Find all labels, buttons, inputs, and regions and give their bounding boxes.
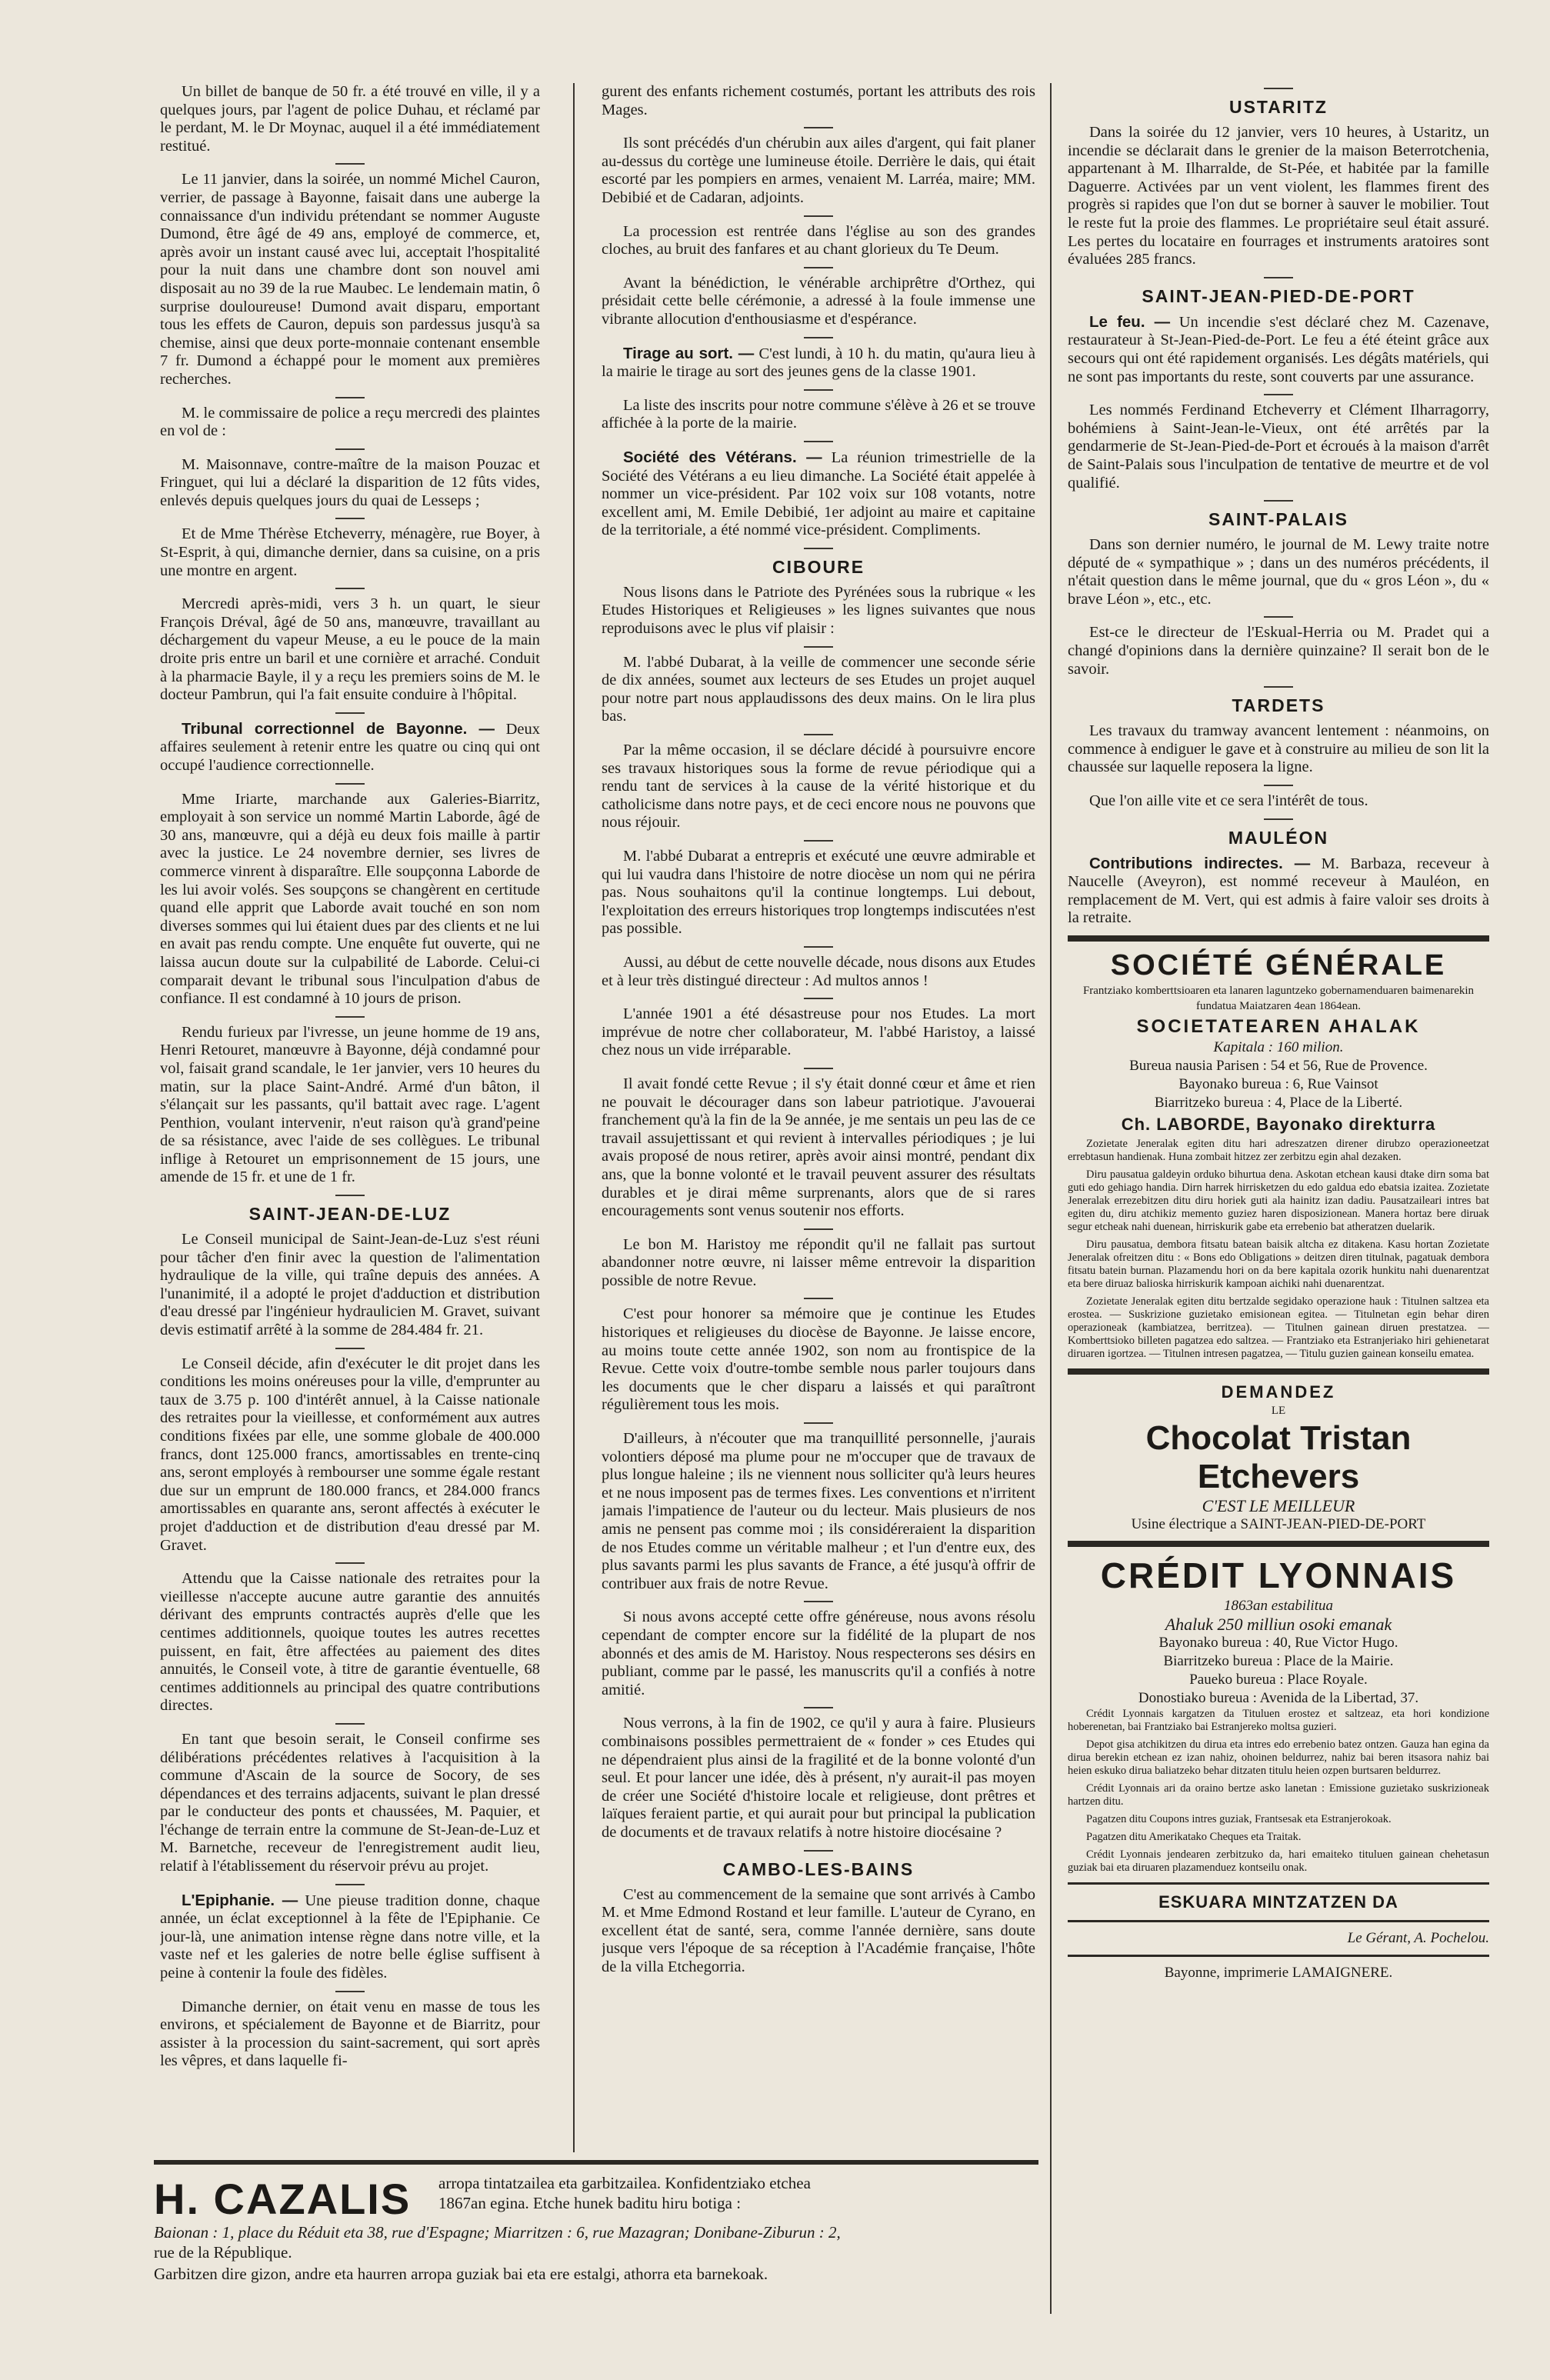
paragraph-text: D'ailleurs, à n'écouter que ma tranquillité personnelle, j'aurais volontiers déposé ma plume pour ne m'occuper que de travaux de plus longue haleine ; ils ne viennent nous solliciter qu'à leurs heures et ne nous imposent pas de termes fixes. Les conventions et n'irritent jamais l'impatience de l'auteur ou du lecteur. Mais plusieurs de nos amis ne pensent pas comme moi ; ils considéreraient la disparition de nos Etudes comme un véritable malheur ; et l'un d'entre eux, des plus savants parmi les plus savants de France, a été jusqu'à offrir de contribuer aux frais de notre Revue. — [602, 1430, 1035, 1592]
paragraph-text: Si nous avons accepté cette offre généreuse, nous avons résolu cependant de compter encore sur la fidélité de la plupart de nos abonnés et des amis de M. Haristoy. Nous respecterons ses désirs en publiant, comme par le passé, les manuscrits qu'il a confiés à notre amitié. — [602, 1608, 1035, 1698]
ad-rule — [1068, 1955, 1489, 1957]
separator — [804, 548, 833, 549]
column-3-articles — [1068, 88, 1489, 928]
separator — [804, 840, 833, 842]
ad-rule — [1068, 1920, 1489, 1922]
sg-ahalak: SOCIETATEAREN AHALAK — [1136, 1016, 1421, 1037]
paragraph-text: Le Conseil décide, afin d'exécuter le dit projet dans les conditions les moins onéreuses pour la ville, d'emprunter au taux de 3.75 p. 100 d'intérêt annuel, à la Caisse nationale des retraites pour la vieillesse, et conformément aux autres conditions fixées par elle, une somme globale de 400.000 francs, dont 125.000 francs, amortissables en trente-cinq ans, seront employés à rembourser une somme égale restant due sur un emprunt de 180.000 francs, et 284.000 francs amortissables en quarante ans, seront affectés à exécuter le projet d'adduction et de distribution d'eau dressé par M. Gravet. — [160, 1355, 540, 1554]
article-paragraph — [160, 791, 540, 1008]
separator — [804, 1068, 833, 1069]
paragraph-text: Dans la soirée du 12 janvier, vers 10 heures, à Ustaritz, un incendie se déclarait dans le grenier de la maison Beterrotchenia, appartenant à M. Ilharralde, de St-Pée, et habitée par la famille Daguerre. Activées par un vent violent, les flammes firent des progrès si rapides que l'on dut se borner à sauver le mobilier. Tout le reste fut la proie des flammes. Le propriétaire seul était assuré. Les pertes du locataire en fourrages et instruments aratoires sont évaluées 285 francs. — [1068, 124, 1489, 268]
separator — [1264, 686, 1293, 688]
paragraph-text: C'est au commencement de la semaine que sont arrivés à Cambo M. et Mme Edmond Rostand et leur famille. L'auteur de Cyrano, en excellent état de santé, sera, comme l'année dernière, sans doute jusque vers l'époque de sa réception à l'Académie française, l'hôte de la villa Etchegorria. — [602, 1885, 1035, 1975]
cazalis-title: H. CAZALIS — [154, 2175, 412, 2223]
cl-title: CRÉDIT LYONNAIS — [1100, 1555, 1457, 1595]
article-paragraph — [602, 584, 1035, 638]
paragraph-text: M. l'abbé Dubarat a entrepris et exécuté une œuvre admirable et qui lui vaudra dans l'histoire de notre diocèse un nom qui ne périra pas. Nous souhaitons qu'il la continue longtemps. Lui debout, l'exploitation des erreurs historiques trop longtemps indiscutées n'est pas possible. — [602, 848, 1035, 938]
eskuara-line: ESKUARA MINTZATZEN DA — [1158, 1892, 1398, 1912]
sg-kapitala: Kapitala : 160 milion. — [1213, 1039, 1344, 1055]
cl-established: 1863an estabilitua — [1224, 1598, 1333, 1614]
article-paragraph — [602, 1608, 1035, 1699]
separator — [804, 646, 833, 648]
paragraph-text: Nous verrons, à la fin de 1902, ce qu'il y aura à faire. Plusieurs combinaisons possibles permettraient de « fonder » ces Etudes qui ne dépendraient plus ainsi de la fragilité et de la bonne volonté d'un seul. Et pour lancer une idée, dès à présent, n'y aurait-il pas moyen de créer une Société d'histoire locale et religieuse, dont prêtres et laïques feraient partie, et qui aurait pour but principal la publication de documents et de travaux relatifs à notre histoire diocésaine ? — [602, 1715, 1035, 1841]
ad-rule — [1068, 1882, 1489, 1885]
paragraph-text: Un billet de banque de 50 fr. a été trouvé en ville, il y a quelques jours, par l'agent de police Duhau, et réclamé par le perdant, M. le Dr Moynac, auquel il a été immédiatement restitué. — [160, 83, 540, 155]
paragraph-text: Le Conseil municipal de Saint-Jean-de-Luz s'est réuni pour tâcher d'en finir avec la question de l'alimentation hydraulique de la ville, qui traîne depuis des années. A l'unanimité, il a adopté le projet d'adduction et distribution d'eau dressé par l'ingénieur hydraulicien M. Gravet, suivant devis estimatif arrêté à la somme de 284.484 fr. 21. — [160, 1231, 540, 1339]
sg-para-4: Zozietate Jeneralak egiten ditu bertzalde segidako operazione hauk : Titulnen saltzea eta erostea. — Suskrizione guzietako emisionean egitea. — Titulnetan egin behar diren operazioneak (kambiatzea, berritzea). — Titulnen gainean diruen prestatzea. — Komberttsioko billeten pagatzea edo saltzea. — Frantziako eta Estranjeriako hiri gehienetarat diruaren igortzea. — Titulnen intresen pagatzea, — Titulu guzien gainean konseilu ematea. — [1068, 1295, 1489, 1360]
paragraph-lead: Le feu. — — [1089, 312, 1171, 331]
article-paragraph — [602, 1430, 1035, 1593]
article-paragraph — [1068, 402, 1489, 492]
article-paragraph — [602, 223, 1035, 259]
separator — [804, 337, 833, 338]
paragraph-text: Un incendie s'est déclaré chez M. Cazenave, restaurateur à St-Jean-Pied-de-Port. Le feu a été éteint grâce aux secours qui ont été rapidement organisés. Les dégâts matériels, qui ne sont pas importants du reste, sont couverts par une assurance. — [1068, 313, 1489, 385]
column-divider-2 — [1050, 83, 1052, 2314]
cl-para-1: Crédit Lyonnais kargatzen da Tituluen erostez et saltzeaz, eta hori kondizione hoberenetan, bai Frantziako bai Estranjereko moltsa guzieri. — [1068, 1708, 1489, 1733]
article-paragraph — [1068, 313, 1489, 386]
section-heading: TARDETS — [1232, 695, 1325, 716]
cl-para-3: Crédit Lyonnais ari da oraino bertze asko lanetan : Emissione guzietako suskrizioneak hartzen ditu. — [1068, 1782, 1489, 1808]
credit-lyonnais-ad — [1068, 1541, 1489, 1982]
paragraph-text: Ils sont précédés d'un chérubin aux ailes d'argent, qui fait planer au-dessus du cortège une lumineuse étoile. Derrière le dais, qui était escorté par les pompiers en armes, venaient M. Larréa, maire; MM. Debibié et de Cadaran, adjoints. — [602, 135, 1035, 206]
gerant-line: Le Gérant, A. Pochelou. — [1347, 1930, 1489, 1946]
separator — [1264, 818, 1293, 820]
le-label: LE — [1271, 1405, 1286, 1417]
separator — [804, 1601, 833, 1602]
paragraph-text: Il avait fondé cette Revue ; il s'y était donné cœur et âme et rien ne pouvait le décourager dans son labeur patriotique. J'avouerai franchement qu'à la fin de la 9e année, je me sentais un peu las de ce travail assujettissant et qui revient à intervalles périodiques ; je lui avais proposé de nous retirer, après avoir ainsi montré, pendant dix ans, que la bonne volonté et le travail peuvent assurer des résultats durables et je dirai même surprenants, alors que de si rares encouragements sont venus soutenir nos efforts. — [602, 1075, 1035, 1220]
separator — [335, 712, 365, 714]
paragraph-text: M. Barbaza, receveur à Naucelle (Aveyron), est nommé receveur à Mauléon, en remplacement de M. Vert, qui est admis à faire valoir ses droits à la retraite. — [1068, 855, 1489, 927]
article-paragraph — [602, 1305, 1035, 1415]
cl-capital: Ahaluk 250 milliun osoki emanak — [1165, 1615, 1392, 1634]
article-paragraph — [160, 1892, 540, 1983]
ad-rule — [1068, 1368, 1489, 1375]
paragraph-text: Dimanche dernier, on était venu en masse de tous les environs, et spécialement de Bayonne et de Biarritz, pour assister à la procession du saint-sacrement, qui sort après les vêpres, et dans laquelle fi- — [160, 1998, 540, 2070]
article-paragraph — [160, 83, 540, 155]
paragraph-text: Est-ce le directeur de l'Eskual-Herria ou M. Pradet qui a changé d'opinions dans la dernière quinzaine? Il serait bon de le savoir. — [1068, 624, 1489, 678]
sg-title: SOCIÉTÉ GÉNÉRALE — [1110, 949, 1447, 982]
separator — [335, 163, 365, 165]
paragraph-text: Que l'on aille vite et ce sera l'intérêt de tous. — [1089, 792, 1368, 810]
article-paragraph — [1068, 124, 1489, 269]
article-paragraph — [1068, 722, 1489, 777]
section-heading: CAMBO-LES-BAINS — [722, 1858, 915, 1879]
separator — [335, 783, 365, 785]
section-heading: SAINT-PALAIS — [1208, 509, 1349, 530]
paragraph-text: Dans son dernier numéro, le journal de M. Lewy traite notre député de « sympathique » ; dans un des numéros précédents, il n'était question dans le même journal, que du « gros Léon », du « brave Léon », etc., etc. — [1068, 536, 1489, 608]
column-3 — [1068, 83, 1489, 2283]
article-paragraph — [160, 1231, 540, 1340]
section-heading: CIBOURE — [772, 556, 865, 577]
article-paragraph — [602, 83, 1035, 119]
paragraph-text: Une pieuse tradition donne, chaque année, un éclat exceptionnel à la fête de l'Epiphanie. Ce jour-là, une animation intense règne dans notre ville, et la vaste nef et les galeries de notre belle église suffisent à peine à contenir la foule des fidèles. — [160, 1892, 540, 1982]
separator — [1264, 500, 1293, 502]
article-paragraph — [602, 1236, 1035, 1291]
imprint-line: Bayonne, imprimerie LAMAIGNERE. — [1164, 1965, 1393, 1981]
paragraph-text: Aussi, au début de cette nouvelle décade, nous disons aux Etudes et à leur très distingué directeur : Ad multos annos ! — [602, 953, 1035, 989]
sg-line-3: Biarritzeko bureua : 4, Place de la Liberté. — [1154, 1095, 1403, 1111]
sg-subtitle-2: fundatua Maiatzaren 4ean 1864ean. — [1195, 1000, 1362, 1012]
separator — [804, 267, 833, 268]
separator — [804, 946, 833, 948]
chocolat-ad — [1068, 1368, 1489, 1533]
column-divider-1 — [573, 83, 575, 2152]
separator — [804, 1422, 833, 1424]
separator — [804, 998, 833, 999]
paragraph-lead: Société des Vétérans. — — [623, 448, 822, 466]
separator — [1264, 88, 1293, 89]
paragraph-text: En tant que besoin serait, le Conseil confirme ses délibérations précédentes relatives à l'acquisition à la commune d'Ascain de la source de Socory, de ses dépendances et des terrains adjacents, suivant le plan dressé par le conducteur des ponts et chaussées, M. Paquier, et l'échange de terrain entre la commune de St-Jean-de-Luz et M. Barnetche, receveur de l'enregistrement audit lieu, relatif à l'établissement du réservoir prévu au projet. — [160, 1730, 540, 1875]
article-paragraph — [160, 1731, 540, 1876]
separator — [804, 1707, 833, 1708]
paragraph-text: La procession est rentrée dans l'église au son des grandes cloches, au bruit des fanfares et au chant glorieux du Te Deum. — [602, 222, 1035, 258]
separator — [335, 588, 365, 589]
cazalis-ad — [154, 2160, 1038, 2314]
chocolat-title: Chocolat Tristan Etchevers — [1145, 1419, 1412, 1495]
paragraph-lead: L'Epiphanie. — — [182, 1891, 298, 1909]
article-paragraph — [602, 135, 1035, 207]
article-paragraph — [160, 171, 540, 388]
article-paragraph — [602, 275, 1035, 329]
cl-line-3: Paueko bureua : Place Royale. — [1189, 1672, 1368, 1688]
article-paragraph — [602, 848, 1035, 938]
paragraph-text: Le 11 janvier, dans la soirée, un nommé Michel Cauron, verrier, de passage à Bayonne, faisait dans une auberge la connaissance d'un individu prétendant se nommer Auguste Dumond, être âgé de 49 ans, employé de commerce, et, après avoir un instant causé avec lui, acceptait l'hospitalité pour la nuit dans une chambre dont son nouvel ami disposait au no 39 de la rue Maubec. Le lendemain matin, ô surprise douloureuse! Dumond avait disparu, emportant tous les effets de Cauron, depuis son pardessus jusqu'à sa chemise, ainsi que deux porte-monnaie contenant ensemble 7 fr. Dumond a échappé pour le moment aux premières recherches. — [160, 171, 540, 388]
article-paragraph — [602, 345, 1035, 382]
cl-line-4: Donostiako bureua : Avenida de la Libertad, 37. — [1138, 1690, 1419, 1706]
chocolat-subtitle: C'EST LE MEILLEUR — [1202, 1496, 1355, 1515]
section-heading: SAINT-JEAN-PIED-DE-PORT — [1142, 285, 1415, 306]
paragraph-text: Les nommés Ferdinand Etcheverry et Clément Ilharragorry, bohémiens à Saint-Jean-le-Vieux, ont été arrêtés par la gendarmerie de St-Jean-Pied-de-Port et écroués à la maison d'arrêt de Saint-Palais sous l'inculpation de tentative de meurtre et de vol qualifié. — [1068, 402, 1489, 492]
chocolat-usine: Usine électrique a SAINT-JEAN-PIED-DE-PORT — [1131, 1516, 1426, 1532]
paragraph-text: Par la même occasion, il se déclare décidé à poursuivre encore ses travaux historiques sous la forme de revue périodique qui a rendu tant de services à la cause de la vérité historique et du catholicisme dans notre pays, et de ceci encore nous ne pouvons que nous réjouir. — [602, 742, 1035, 832]
paragraph-text: gurent des enfants richement costumés, portant les attributs des rois Mages. — [602, 83, 1035, 118]
paragraph-text: L'année 1901 a été désastreuse pour nos Etudes. La mort imprévue de notre cher collaborateur, M. l'abbé Haristoy, a laissé chez nous un vide irréparable. — [602, 1005, 1035, 1059]
separator — [804, 1298, 833, 1299]
paragraph-text: Nous lisons dans le Patriote des Pyrénées sous la rubrique « les Etudes Historiques et Religieuses » les lignes suivantes que nous reproduisons avec le plus vif plaisir : — [602, 583, 1035, 638]
separator — [335, 1016, 365, 1018]
paragraph-text: La réunion trimestrielle de la Société des Vétérans a eu lieu dimanche. La Société était appelée à nommer un vice-président. Par 102 voix sur 108 votants, notre excellent ami, M. Emile Debibié, 1er adjoint au maire et capitaine de la territoriale, a été nommé vice-président. Compliments. — [602, 448, 1035, 539]
societe-generale-ad — [1068, 935, 1489, 1361]
article-paragraph — [602, 654, 1035, 726]
article-paragraph — [160, 1570, 540, 1715]
article-paragraph — [160, 525, 540, 580]
paragraph-text: M. le commissaire de police a reçu mercredi des plaintes en vol de : — [160, 404, 540, 440]
separator — [335, 1348, 365, 1349]
sg-subtitle-1: Frantziako komberttsioaren eta lanaren laguntzeko gobernamenduaren baimenarekin — [1082, 985, 1475, 997]
article-paragraph — [602, 954, 1035, 990]
paragraph-text: Et de Mme Thérèse Etcheverry, ménagère, rue Boyer, à St-Esprit, à qui, dimanche dernier, dans sa cuisine, on a pris une montre en argent. — [160, 525, 540, 579]
cazalis-line-5: Garbitzen dire gizon, andre eta haurren arropa guziak bai eta ere estalgi, athorra eta barnekoak. — [154, 2265, 768, 2283]
ad-rule — [1068, 935, 1489, 942]
separator — [335, 1884, 365, 1885]
separator — [1264, 277, 1293, 278]
sg-line-1: Bureua nausia Parisen : 54 et 56, Rue de Provence. — [1129, 1058, 1428, 1074]
article-paragraph — [1068, 624, 1489, 678]
article-paragraph — [602, 1075, 1035, 1221]
paragraph-text: M. l'abbé Dubarat, à la veille de commencer une seconde série de dix années, soumet aux lecteurs de ses Etudes un projet auquel pour notre part nous applaudissons des deux mains. On le lira plus bas. — [602, 653, 1035, 725]
article-paragraph — [602, 397, 1035, 433]
paragraph-text: Le bon M. Haristoy me répondit qu'il ne fallait pas surtout abandonner notre œuvre, ni laisser même entrevoir la disparition possible de notre Revue. — [602, 1235, 1035, 1289]
cazalis-line-4: rue de la République. — [154, 2243, 292, 2262]
separator — [335, 1723, 365, 1725]
separator — [335, 397, 365, 398]
article-paragraph — [1068, 792, 1489, 811]
separator — [1264, 616, 1293, 618]
sg-para-2: Diru pausatua galdeyin orduko bihurtua dena. Askotan etchean kausi dtake dirn soma bat guti edo gehiago handia. Dirn harrek hirrisketzen du edo galdua edo ebatsia izaitea. Zozietate Jeneralak errezebitzen ditu diru horiek guti ala hainitz izan dadiu. Pausatzaileari intres bat egiten du, diru atchikiz memento guziez haren disposizionean. Manera hortaz bere diruak segur etcheak nahi duenean, hirriskurik gabe eta errebenio bat atheratzen duelarik. — [1068, 1168, 1489, 1233]
article-paragraph — [160, 595, 540, 705]
paragraph-text: Les travaux du tramway avancent lentement : néanmoins, on commence à endiguer le gave et à construire au milieu de son lit la chaussée sur laquelle reposera la ligne. — [1068, 722, 1489, 776]
paragraph-text: M. Maisonnave, contre-maître de la maison Pouzac et Fringuet, qui lui a déclaré la disparition de 12 fûts vides, enlevés depuis quelques jours du quai de Lesseps ; — [160, 455, 540, 509]
separator — [335, 1562, 365, 1564]
demandez-label: DEMANDEZ — [1221, 1382, 1336, 1402]
article-paragraph — [602, 1886, 1035, 1977]
sg-para-3: Diru pausatua, dembora fitsatu batean baisik altcha ez ditakena. Kasu hortan Zozietate Jeneralak ofreitzen ditu : « Bons edo Obligations » deitzen diren titulnak, pagatuak dembora fitsatu batein burnan. Plazamendu hori on da bere kapitala ozorik hunkitu nahi duenarentzat eta bere diruaz balioska hirriskurik kampoan aichiki nahi duenarentzat. — [1068, 1238, 1489, 1290]
cl-para-4: Pagatzen ditu Coupons intres guziak, Frantsesak eta Estranjerokoak. — [1086, 1813, 1392, 1825]
article-paragraph — [160, 1998, 540, 2071]
paragraph-text: Mme Iriarte, marchande aux Galeries-Biarritz, employait à son service un nommé Martin Laborde, âgé de 30 ans, manœuvre, qui a déjà eu deux fois maille à partir avec la justice. Le 24 novembre dernier, ses livres de commerce vinrent à disparaître. Elle soupçonna Laborde de les lui avoir volés. Ses soupçons se changèrent en certitude quand elle apprit que Laborde avait touché en son nom diverses sommes qui lui étaient dues par des clients et ne lui en avait pas rendu compte. Une enquête fut ouverte, qui ne laissa aucun doute sur la culpabilité de Laborde. Celui-ci comparait devant le tribunal sous l'inculpation d'abus de confiance. Il est condamné à 10 jours de prison. — [160, 790, 540, 1008]
article-paragraph — [160, 1355, 540, 1555]
sg-line-2: Bayonako bureua : 6, Rue Vainsot — [1178, 1076, 1378, 1092]
separator — [335, 518, 365, 519]
separator — [804, 127, 833, 128]
section-heading: SAINT-JEAN-DE-LUZ — [248, 1204, 452, 1225]
article-paragraph — [602, 448, 1035, 540]
paragraph-text: C'est lundi, à 10 h. du matin, qu'aura lieu à la mairie le tirage au sort des jeunes gens de la classe 1901. — [602, 345, 1035, 381]
article-paragraph — [602, 1005, 1035, 1060]
separator — [804, 441, 833, 442]
column-1 — [160, 83, 540, 2160]
paragraph-text: Mercredi après-midi, vers 3 h. un quart, le sieur François Dréval, âgé de 50 ans, manœuvre, travaillant au déchargement du vapeur Meuse, a eu le pouce de la main droite pris entre un baril et une cornière et arraché. Conduit à la pharmacie Bayle, il y a reçu les premiers soins de M. le docteur Pambrun, qui l'a fait ensuite conduire à l'hôpital. — [160, 595, 540, 704]
separator — [804, 215, 833, 217]
section-heading: USTARITZ — [1228, 97, 1328, 117]
article-paragraph — [160, 456, 540, 511]
cl-para-6: Crédit Lyonnais jendearen zerbitzuko da, hari emaiteko tituluen gainean chehetasun guziak bai eta diruaren plazamenduez kontseilu onak. — [1068, 1848, 1489, 1874]
separator — [335, 1991, 365, 1992]
article-paragraph — [602, 1715, 1035, 1842]
cl-line-2: Biarritzeko bureua : Place de la Mairie. — [1163, 1653, 1394, 1669]
article-paragraph — [160, 1024, 540, 1187]
paragraph-lead: Contributions indirectes. — — [1089, 854, 1311, 872]
cazalis-line-2: 1867an egina. Etche hunek baditu hiru botiga : — [438, 2194, 742, 2212]
article-paragraph — [160, 405, 540, 441]
ad-rule — [1068, 1541, 1489, 1547]
separator — [804, 1228, 833, 1230]
separator — [804, 734, 833, 735]
section-heading: MAULÉON — [1228, 827, 1329, 848]
separator — [335, 1195, 365, 1196]
paragraph-text: C'est pour honorer sa mémoire que je continue les Etudes historiques et religieuses du diocèse de Bayonne. Je laisse encore, au moins toute cette année 1902, son nom au frontispice de la Revue. Cette voix d'outre-tombe semble nous parler toujours dans les documents que le cher disparu a laissés et qui paraîtront régulièrement tous les mois. — [602, 1305, 1035, 1414]
article-paragraph — [1068, 855, 1489, 928]
sg-director: Ch. LABORDE, Bayonako direkturra — [1121, 1115, 1436, 1134]
separator — [804, 1850, 833, 1852]
cl-para-5: Pagatzen ditu Amerikatako Cheques eta Traitak. — [1086, 1831, 1302, 1843]
separator — [1264, 394, 1293, 395]
cazalis-line-1: arropa tintatzailea eta garbitzailea. Konfidentziako etchea — [438, 2174, 811, 2192]
separator — [1264, 785, 1293, 786]
article-paragraph — [160, 720, 540, 775]
paragraph-text: Attendu que la Caisse nationale des retraites pour la vieillesse n'accepte aucune autre garantie des annuités dérivant des emprunts contractés auprès d'elle que les centimes additionnels, quoique toutes les autres recettes puissent, en fait, être affectées au paiement des dites annuités, le Conseil vote, à titre de garantie éventuelle, 68 centimes additionnels au principal des quatre contributions directes. — [160, 1570, 540, 1715]
paragraph-lead: Tribunal correctionnel de Bayonne. — — [182, 719, 495, 738]
separator — [804, 389, 833, 391]
separator — [335, 448, 365, 450]
column-2 — [602, 83, 1035, 2160]
cl-para-2: Depot gisa atchikitzen du dirua eta intres edo errebenio batez ontzen. Gauza han egina da dirua berekin etchean ez izan nahiz, ohoinen beldurrez, nahiz bai beren itsasora nahiz bai heien eskuko dirua baliatzeko behar ditzaten titulu heien ozpen burtsaren beldurrez. — [1068, 1738, 1489, 1777]
cazalis-line-3: Baionan : 1, place du Réduit eta 38, rue d'Espagne; Miarritzen : 6, rue Mazagran; Donibane-Ziburun : 2, — [154, 2223, 841, 2242]
paragraph-text: Avant la bénédiction, le vénérable archiprêtre d'Orthez, qui présidait cette belle cérémonie, a adressé à la foule immense une vibrante allocution d'enthousiasme et d'espérance. — [602, 274, 1035, 328]
article-paragraph — [602, 742, 1035, 832]
paragraph-text: Deux affaires seulement à retenir entre les quatre ou cinq qui ont occupé l'audience correctionnelle. — [160, 720, 540, 774]
paragraph-text: Rendu furieux par l'ivresse, un jeune homme de 19 ans, Henri Retouret, manœuvre à Bayonne, déjà condamné pour vol, faisait grand scandale, le 1er janvier, vers 10 heures du matin, sur la place Saint-André. Armé d'un bâton, il s'élançait sur les passants, qu'il battait avec rage. L'agent Penthion, voulant intervenir, n'eut raison qu'à grand'peine de sa résistance, avec l'aide de ses collègues. Le tribunal inflige à Retouret un emprisonnement de 15 jours, une amende de 15 fr. et une de 1 fr. — [160, 1023, 540, 1186]
sg-para-1: Zozietate Jeneralak egiten ditu hari adreszatzen direner dirubzo operazioneetzat errebtasun handienak. Huna zombait hitzez zer zerbitzu egin ahal dezaken. — [1068, 1138, 1489, 1163]
paragraph-lead: Tirage au sort. — — [623, 344, 755, 362]
cl-line-1: Bayonako bureua : 40, Rue Victor Hugo. — [1158, 1635, 1398, 1651]
ad-top-rule — [154, 2160, 1038, 2165]
paragraph-text: La liste des inscrits pour notre commune s'élève à 26 et se trouve affichée à la porte de la mairie. — [602, 396, 1035, 432]
article-paragraph — [1068, 536, 1489, 608]
